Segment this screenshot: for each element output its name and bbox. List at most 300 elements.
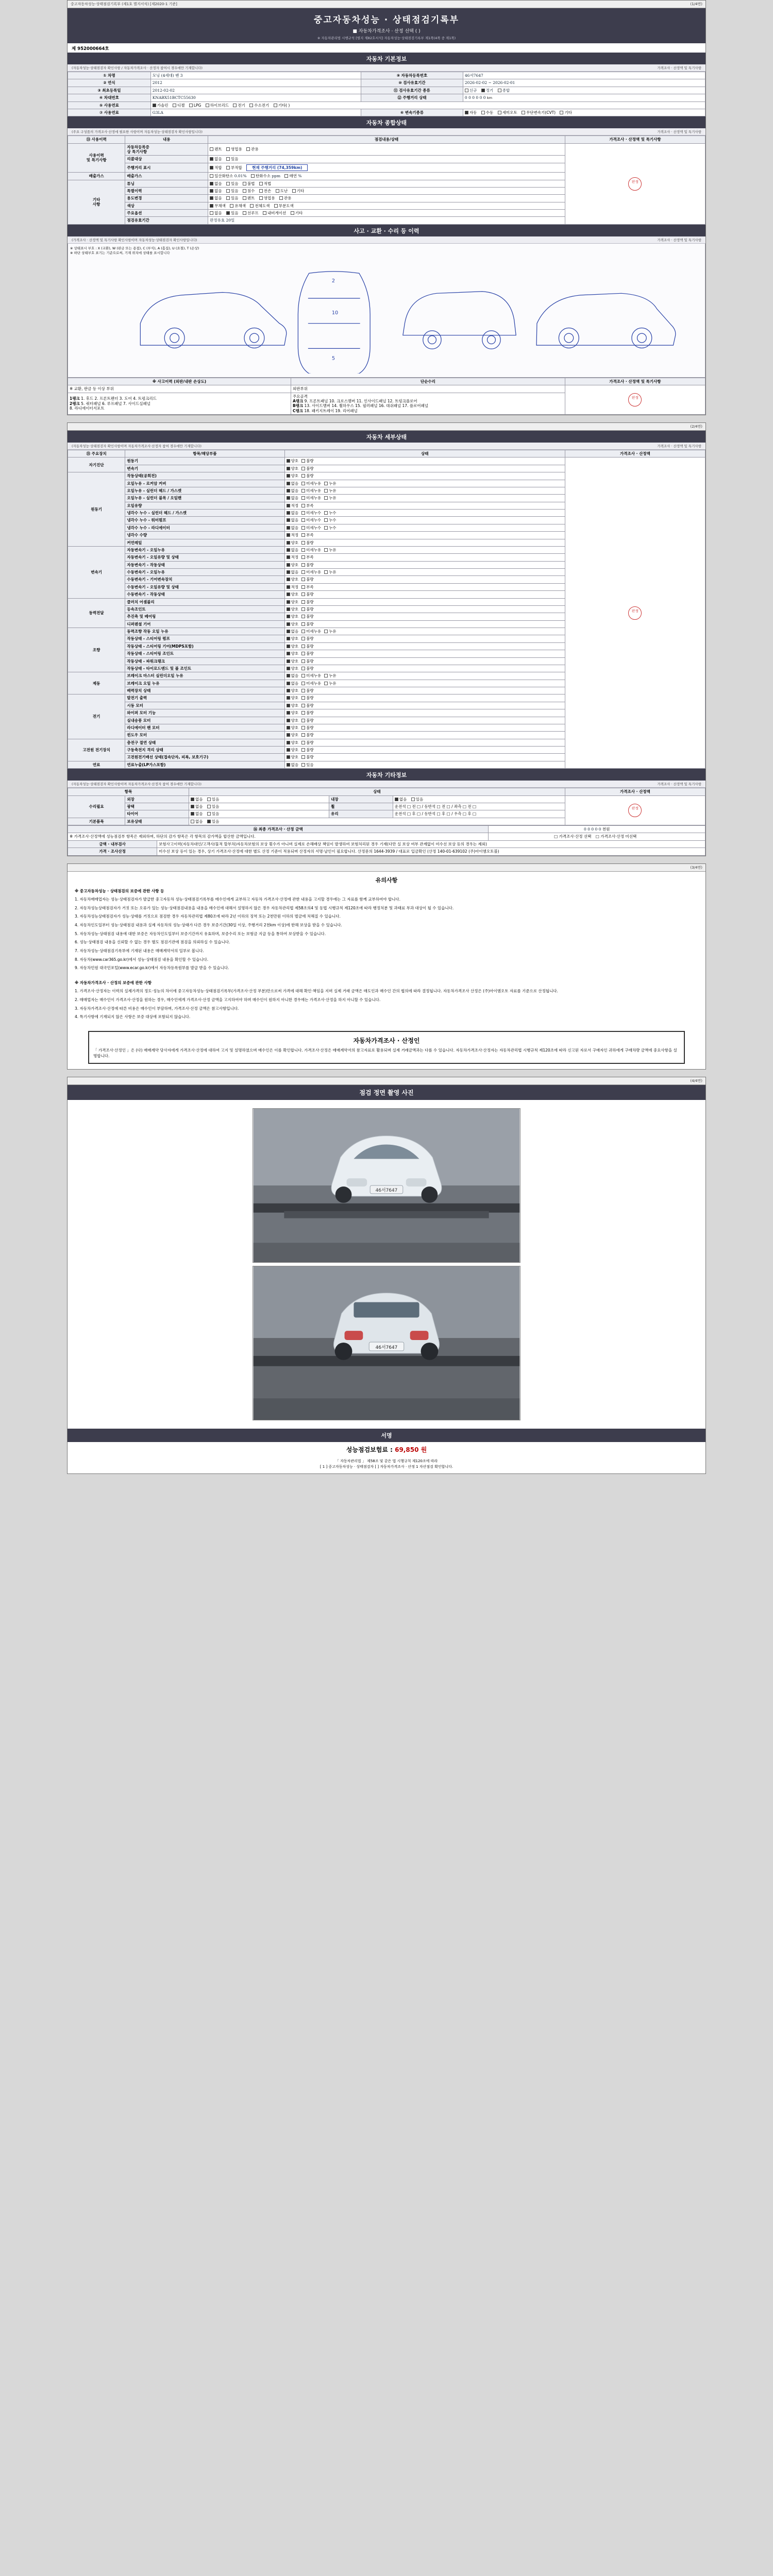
etc-row-0-opts [189, 795, 329, 803]
section-basic-subheader [68, 64, 705, 72]
etc-basic-yes[interactable]: 있음 [207, 819, 220, 824]
detail-opts-1-1 [284, 480, 565, 487]
detail-checkbox-label: 불량 [306, 540, 314, 545]
option-yes[interactable]: 있음 [226, 211, 239, 215]
overall-row-5-opts [208, 187, 565, 194]
usechange-none[interactable]: 없음 [210, 196, 222, 200]
detail-checkbox-6-2-1[interactable] [301, 710, 314, 715]
detail-checkbox-1-9-0[interactable] [287, 540, 299, 545]
detail-checkbox-4-0-2[interactable] [324, 629, 337, 634]
detail-checkbox-label: 양호 [291, 606, 299, 612]
detail-checkbox-label: 미세누유 [306, 547, 322, 552]
special-none[interactable]: 없음 [210, 189, 222, 193]
price-summary-table [68, 825, 705, 856]
basic-value2-1: 2026-02-02 ~ 2026-02-01 [463, 79, 705, 87]
etc-row-1-name2: 휠 [329, 803, 393, 810]
parts-a-items: 9. 프론트패널 10. 크로스멤버 11. 인사이드패널 12. 트렁크플로어 [304, 398, 417, 403]
detail-checkbox-1-3-0[interactable] [287, 496, 299, 500]
table-row [68, 385, 705, 393]
odo-digit-0: 0 [464, 95, 467, 100]
detail-checkbox-3-1-0[interactable] [287, 607, 299, 612]
car-damage-diagram [70, 255, 703, 374]
checkbox-icon [301, 474, 305, 478]
detail-checkbox-3-0-1[interactable] [301, 600, 314, 604]
basic-color-value: G3LA [150, 109, 361, 116]
detail-checkbox-2-0-2[interactable] [324, 548, 337, 552]
detail-checkbox-2-0-0[interactable] [287, 548, 299, 552]
detail-checkbox-7-0-0[interactable] [287, 740, 299, 745]
overall-row-6-opts [208, 195, 565, 202]
detail-checkbox-1-5-0[interactable] [287, 511, 299, 515]
detail-checkbox-0-0-0[interactable] [287, 459, 299, 463]
etc-int-none[interactable]: 없음 [395, 797, 407, 802]
detail-checkbox-4-1-0[interactable] [287, 636, 299, 641]
detail-checkbox-2-5-1[interactable] [301, 585, 314, 589]
color-partial-paint[interactable]: 부분도색 [274, 204, 294, 208]
detail-opts-7-2 [284, 754, 565, 761]
basic-label2-2: ⑪ 검사유효기간 종류 [361, 87, 463, 94]
trans-opt-1[interactable]: 수동 [481, 110, 494, 115]
detail-checkbox-label: 없음 [291, 629, 299, 634]
checkbox-icon [301, 704, 305, 707]
detail-checkbox-label: 양호 [291, 562, 299, 567]
detail-checkbox-6-5-1[interactable] [301, 733, 314, 737]
detail-checkbox-2-2-1[interactable] [301, 563, 314, 567]
detail-checkbox-label: 불량 [306, 473, 314, 479]
detail-checkbox-4-4-1[interactable] [301, 659, 314, 664]
special-yes[interactable]: 있음 [226, 189, 239, 193]
notice2-item-0: 1. 가격조사·산정자는 이력의 실제가격의 정도·성능의 차이에 중고자동차성능·상태점검기록부(가격조사·산정 부분)만으로써 가격에 대해 확인·책임을 지며 실제 거래 금액은 매도인과 매수인 간의 협의에 따라 결정됩니다. 자동차가격조사 산정은 (주)아이엠오토 자료를 기준으로 산정됩니다. [75, 989, 558, 994]
detail-sub-left: (자동차성능·상태점검자 확인사항이며 자동차가격조사·산정자 참여 경우에만 기재합니다) [72, 444, 201, 448]
fuel-opt-2[interactable]: LPG [189, 103, 201, 108]
detail-item-1-8: 냉각수 수량 [125, 532, 284, 539]
checkbox-icon [301, 526, 305, 530]
price-appraiser-text: 「 가격조사·산정인 」은 (다) 매매계약 당사자에게 가격조사·산정에 대하여 고지 및 설명하였으며 매수인은 이를 확인합니다. 가격조사·산정은 매매계약서의 참고자료로 활용되며 실제 거래금액과는 다를 수 있습니다. 자동차가격조사·산정자는 자동차관리법 시행규칙 제120조에 따라 신고된 자로서 구매자인 귀하에게 구매차량 금액에 중요사항을 설명합니다. [93, 1047, 677, 1059]
detail-checkbox-4-2-1[interactable] [301, 644, 314, 649]
section-detail-header: 자동차 세부상태 [68, 431, 705, 443]
detail-checkbox-2-3-2[interactable] [324, 570, 337, 574]
detail-item-4-1: 작동상태 - 스티어링 펌프 [125, 635, 284, 642]
checkbox-icon [301, 592, 305, 596]
notice-item-6: 7. 자동차성능·상태점검기록부에 기재된 내용은 매매계약서의 일부로 봅니다. [75, 948, 204, 953]
detail-checkbox-5-1-2[interactable] [324, 681, 337, 686]
detail-opts-6-2 [284, 709, 565, 717]
checkbox-icon [301, 496, 305, 500]
detail-checkbox-2-1-1[interactable] [301, 555, 314, 560]
detail-opts-3-2 [284, 613, 565, 620]
detail-checkbox-1-2-2[interactable] [324, 488, 337, 493]
detail-checkbox-0-1-1[interactable] [301, 466, 314, 471]
special-total[interactable]: 전손 [259, 189, 272, 193]
overall-sub-right: 가격조사 · 산정액 및 특기사항 [657, 130, 701, 134]
detail-checkbox-label: 불량 [306, 643, 314, 649]
checkbox-icon [301, 563, 305, 567]
detail-checkbox-1-0-0[interactable] [287, 473, 299, 478]
overall-row-3-opts [208, 173, 565, 180]
price-check-selected[interactable]: □ 가격조사·산정 선택 [554, 834, 592, 839]
detail-item-6-3: 실내송풍 모터 [125, 717, 284, 724]
detail-group-0: 자기진단 [68, 457, 125, 472]
etc-table [68, 788, 705, 825]
current-mileage: 현재 주행거리 (74,359km) [246, 164, 308, 171]
detail-checkbox-6-3-0[interactable] [287, 718, 299, 723]
detail-checkbox-1-3-2[interactable] [324, 496, 337, 500]
detail-checkbox-7-2-1[interactable] [301, 755, 314, 759]
detail-checkbox-5-0-1[interactable] [301, 673, 321, 678]
detail-checkbox-5-2-0[interactable] [287, 688, 299, 693]
detail-checkbox-label: 없음 [291, 496, 299, 501]
detail-checkbox-2-3-1[interactable] [301, 570, 321, 574]
detail-checkbox-2-6-1[interactable] [301, 592, 314, 597]
detail-item-2-0: 자동변속기 - 오일누유 [125, 546, 284, 553]
basic-label-4: ⑤ 사용연료 [68, 101, 151, 109]
checkbox-icon [301, 667, 305, 670]
detail-checkbox-label: 양호 [291, 636, 299, 641]
detail-checkbox-label: 양호 [291, 718, 299, 723]
etc-row-1-opts [189, 803, 329, 810]
detail-checkbox-1-2-1[interactable] [301, 488, 321, 493]
detail-item-2-2: 자동변속기 - 작동상태 [125, 561, 284, 568]
detail-checkbox-1-5-2[interactable] [324, 511, 337, 515]
checkbox-icon [301, 459, 305, 463]
page1-strip-left: 중고자동차성능·상태점검기록부 (제1호 별지서식) [제2020-1 기준] [71, 2, 177, 6]
table-row [68, 840, 705, 848]
detail-checkbox-label: 양호 [291, 710, 299, 716]
option-other[interactable]: 기타 [291, 211, 303, 215]
detail-checkbox-2-3-0[interactable] [287, 570, 299, 574]
odo-ng[interactable]: 부적합 [226, 165, 242, 170]
detail-item-1-0: 작동상태(공회전) [125, 472, 284, 480]
detail-checkbox-7-2-0[interactable] [287, 755, 299, 759]
detail-checkbox-1-4-0[interactable] [287, 503, 299, 508]
detail-checkbox-6-5-0[interactable] [287, 733, 299, 737]
special-flood[interactable]: 침수 [243, 189, 255, 193]
detail-checkbox-label: 없음 [291, 525, 299, 530]
checkbox-icon [287, 482, 290, 485]
checkbox-icon [301, 637, 305, 640]
option-none[interactable]: 없음 [210, 211, 222, 215]
detail-checkbox-label: 부족 [306, 533, 314, 538]
detail-checkbox-6-0-1[interactable] [301, 696, 314, 700]
notice-item-5: 6. 성능·상태점검 내용을 신뢰할 수 없는 경우 별도 점검기관에 점검을 의뢰하실 수 있습니다. [75, 940, 230, 945]
detail-checkbox-4-0-1[interactable] [301, 629, 321, 634]
detail-checkbox-label: 누유 [329, 681, 337, 686]
detail-checkbox-2-2-0[interactable] [287, 563, 299, 567]
tuning-none[interactable]: 없음 [210, 181, 222, 186]
detail-item-3-3: 디퍼렌셜 기어 [125, 620, 284, 628]
page3-strip-right: (3/4면) [690, 865, 702, 870]
detail-item-1-4: 오일유량 [125, 502, 284, 509]
detail-opts-4-2 [284, 642, 565, 650]
overall-group-emission: 배출가스 [68, 173, 125, 180]
etc-tire-none[interactable]: 없음 [191, 811, 203, 816]
photo-section-header: 점검 정면 촬영 사진 [68, 1085, 705, 1100]
detail-checkbox-0-0-1[interactable] [301, 459, 314, 463]
detail-state-table [68, 450, 705, 769]
checkbox-icon [324, 496, 328, 500]
trans-opt-4[interactable]: 기타 [560, 110, 572, 115]
detail-checkbox-3-0-0[interactable] [287, 600, 299, 604]
detail-checkbox-label: 불량 [306, 651, 314, 656]
detail-checkbox-1-8-1[interactable] [301, 533, 314, 537]
price-check-unselected[interactable]: □ 가격조사·산정 미선택 [595, 834, 637, 839]
detail-checkbox-label: 불량 [306, 466, 314, 471]
detail-checkbox-label: 미세누유 [306, 673, 322, 679]
detail-checkbox-label: 불량 [306, 459, 314, 464]
detail-checkbox-5-2-1[interactable] [301, 688, 314, 693]
detail-checkbox-4-3-0[interactable] [287, 651, 299, 656]
notice-head-2: ※ 자동차가격조사 · 산정의 보증에 관한 사항 [75, 980, 152, 985]
detail-checkbox-6-0-0[interactable] [287, 696, 299, 700]
usechange-biz[interactable]: 영업용 [259, 196, 275, 200]
detail-checkbox-1-6-2[interactable] [324, 518, 337, 522]
trans-opt-0[interactable]: 자동 [465, 110, 477, 115]
price-digit-1: 0 [587, 827, 590, 832]
usechange-gov[interactable]: 관용 [279, 196, 292, 200]
detail-item-7-1: 구동축전지 격리 상태 [125, 747, 284, 754]
fuel-opt-3[interactable]: 하이브리드 [206, 103, 229, 108]
detail-checkbox-4-3-1[interactable] [301, 651, 314, 656]
checkbox-icon [287, 696, 290, 700]
detail-checkbox-7-1-1[interactable] [301, 748, 314, 752]
etc-basic-none[interactable]: 없음 [191, 819, 203, 824]
special-other[interactable]: 기타 [292, 189, 305, 193]
detail-checkbox-1-4-1[interactable] [301, 503, 314, 508]
tuning-illegal[interactable]: 불법 [243, 181, 255, 186]
detail-checkbox-8-0-0[interactable] [287, 762, 299, 767]
detail-checkbox-4-5-1[interactable] [301, 666, 314, 671]
detail-checkbox-1-1-0[interactable] [287, 481, 299, 486]
tuning-yes[interactable]: 있음 [226, 181, 239, 186]
detail-checkbox-6-3-1[interactable] [301, 718, 314, 723]
checkbox-icon [287, 733, 290, 737]
notice-section-2 [68, 977, 705, 1026]
fuel-opt-1[interactable]: 디젤 [173, 103, 185, 108]
detail-checkbox-label: 불량 [306, 636, 314, 641]
checkbox-icon [301, 711, 305, 715]
detail-checkbox-1-5-1[interactable] [301, 511, 321, 515]
detail-checkbox-4-4-0[interactable] [287, 659, 299, 664]
detail-item-7-0: 충전구 절연 상태 [125, 739, 284, 746]
detail-group-7: 고전원 전기장치 [68, 739, 125, 761]
detail-item-1-1: 오일누유 - 로커암 커버 [125, 480, 284, 487]
detail-item-4-5: 작동상태 - 타이로드엔드 및 볼 조인트 [125, 665, 284, 672]
checkbox-icon [301, 719, 305, 722]
checkbox-icon [287, 630, 290, 633]
photo-area [68, 1100, 705, 1429]
detail-checkbox-3-2-0[interactable] [287, 614, 299, 619]
detail-checkbox-label: 미세누유 [306, 629, 322, 634]
checkbox-icon [287, 489, 290, 493]
detail-checkbox-1-6-1[interactable] [301, 518, 321, 522]
detail-group-8: 연료 [68, 761, 125, 768]
color-chroma[interactable]: 유채색 [230, 204, 246, 208]
inspection-photo-rear [253, 1266, 520, 1420]
detail-checkbox-8-0-1[interactable] [301, 762, 314, 767]
detail-item-6-5: 윈도우 모터 [125, 732, 284, 739]
svg-text:10: 10 [331, 310, 339, 316]
detail-checkbox-2-4-1[interactable] [301, 577, 314, 582]
etc-int-yes[interactable]: 있음 [411, 797, 424, 802]
detail-checkbox-1-2-0[interactable] [287, 488, 299, 493]
detail-checkbox-label: 양호 [291, 466, 299, 471]
option-sunroof[interactable]: 선루프 [243, 211, 259, 215]
detail-checkbox-label: 불량 [306, 666, 314, 671]
page-subtitle: ■ 자동차가격조사 · 산정 선택 ( ) [352, 29, 421, 34]
detail-checkbox-2-4-0[interactable] [287, 577, 299, 582]
etc-tire-yes[interactable]: 있음 [207, 811, 220, 816]
detail-checkbox-2-6-0[interactable] [287, 592, 299, 597]
etc-row-0-opts2 [393, 795, 565, 803]
basic-info-table [68, 72, 705, 116]
checkbox-icon [301, 733, 305, 737]
detail-checkbox-3-3-0[interactable] [287, 622, 299, 626]
detail-checkbox-2-0-1[interactable] [301, 548, 321, 552]
recall-yes[interactable]: 있음 [226, 157, 239, 161]
detail-checkbox-6-4-0[interactable] [287, 725, 299, 730]
fuel-opt-5[interactable]: 수소전기 [249, 103, 269, 108]
etc-col-2: 가격조사 · 산정액 [565, 788, 705, 795]
detail-checkbox-0-1-0[interactable] [287, 466, 299, 471]
detail-checkbox-4-5-0[interactable] [287, 666, 299, 671]
trans-opt-3[interactable]: 무단변속기(CVT) [522, 110, 556, 115]
fuel-opt-4[interactable]: 전기 [233, 103, 245, 108]
color-achroma[interactable]: 무채색 [210, 204, 226, 208]
detail-item-6-1: 시동 모터 [125, 702, 284, 709]
overall-row-6-name: 용도변경 [125, 195, 208, 202]
notice-section-1 [68, 885, 705, 977]
etc-ext-none[interactable]: 없음 [191, 797, 203, 802]
detail-checkbox-3-2-1[interactable] [301, 614, 314, 619]
etc-ext-yes[interactable]: 있음 [207, 797, 220, 802]
etc-polish-none[interactable]: 없음 [191, 804, 203, 809]
detail-checkbox-label: 양호 [291, 473, 299, 479]
odo-ok[interactable]: 적합 [210, 165, 222, 170]
detail-checkbox-2-5-0[interactable] [287, 585, 299, 589]
price-check-options [489, 833, 705, 840]
detail-checkbox-1-0-1[interactable] [301, 473, 314, 478]
checkbox-icon [287, 748, 290, 752]
overall-row-1-opts [208, 156, 565, 163]
detail-group-3: 동력전달 [68, 598, 125, 628]
detail-checkbox-3-1-1[interactable] [301, 607, 314, 612]
option-nav[interactable]: 내비게이션 [263, 211, 286, 215]
basic-label-3: ④ 차대번호 [68, 94, 151, 101]
detail-checkbox-1-7-2[interactable] [324, 526, 337, 530]
overall-opt-gov[interactable]: 관용 [246, 147, 259, 151]
detail-checkbox-3-3-1[interactable] [301, 622, 314, 626]
detail-item-1-5: 냉각수 누수 - 실린더 헤드 / 가스켓 [125, 510, 284, 517]
detail-checkbox-1-8-0[interactable] [287, 533, 299, 537]
detail-checkbox-4-1-1[interactable] [301, 636, 314, 641]
detail-opts-2-5 [284, 583, 565, 590]
detail-checkbox-7-0-1[interactable] [301, 740, 314, 745]
detail-checkbox-6-4-1[interactable] [301, 725, 314, 730]
detail-checkbox-5-1-0[interactable] [287, 681, 299, 686]
detail-opts-1-2 [284, 487, 565, 494]
detail-checkbox-1-7-1[interactable] [301, 526, 321, 530]
etc-sub-right: 가격조사 · 산정액 및 특기사항 [657, 782, 701, 787]
detail-opts-5-2 [284, 687, 565, 694]
detail-group-2: 변속기 [68, 546, 125, 598]
detail-opts-4-0 [284, 628, 565, 635]
detail-checkbox-7-1-0[interactable] [287, 748, 299, 752]
detail-checkbox-6-2-0[interactable] [287, 710, 299, 715]
special-theft[interactable]: 도난 [276, 189, 288, 193]
detail-checkbox-1-1-2[interactable] [324, 481, 337, 486]
page-title: 중고자동차성능 · 상태점검기록부 [313, 15, 460, 25]
checkbox-icon [287, 637, 290, 640]
detail-checkbox-1-7-0[interactable] [287, 526, 299, 530]
checkbox-icon [287, 467, 290, 470]
detail-checkbox-label: 없음 [291, 673, 299, 679]
detail-checkbox-1-9-1[interactable] [301, 540, 314, 545]
overall-group-etc: 기타 사항 [68, 180, 125, 224]
fuel-opt-6[interactable]: 기타( ) [274, 103, 290, 108]
detail-opts-1-9 [284, 539, 565, 546]
detail-checkbox-4-2-0[interactable] [287, 644, 299, 649]
detail-checkbox-5-1-1[interactable] [301, 681, 321, 686]
detail-checkbox-1-6-0[interactable] [287, 518, 299, 522]
checkbox-icon [301, 748, 305, 752]
detail-item-2-6: 수동변속기 - 작동상태 [125, 591, 284, 598]
price-digit-0: 0 [584, 827, 586, 832]
etc-polish-yes[interactable]: 있음 [207, 804, 220, 809]
detail-checkbox-5-0-2[interactable] [324, 673, 337, 678]
overall-group-usage: 사용이력 및 특기사항 [68, 143, 125, 173]
recall-none[interactable]: 없음 [210, 157, 222, 161]
page3-top-strip [68, 864, 705, 872]
inspection-fee-line [68, 1442, 705, 1457]
checkbox-icon [324, 518, 328, 522]
section-overall-subheader [68, 128, 705, 135]
checkbox-icon [287, 570, 290, 574]
usechange-yes[interactable]: 있음 [226, 196, 239, 200]
detail-item-1-2: 오일누유 - 실린더 헤드 / 가스켓 [125, 487, 284, 494]
detail-checkbox-2-1-0[interactable] [287, 555, 299, 560]
footer-line-1: 「 자동차관리법 」 제58조 및 같은 법 시행규칙 제120조에 따라 [335, 1459, 438, 1464]
fuel-opt-0[interactable]: 가솔린 [153, 103, 169, 108]
detail-checkbox-label: 양호 [291, 755, 299, 760]
checkbox-icon [287, 652, 290, 655]
detail-opts-6-0 [284, 694, 565, 702]
trans-opt-2[interactable]: 세미오토 [498, 110, 517, 115]
detail-checkbox-1-1-1[interactable] [301, 481, 321, 486]
parts-title: ※ 교환, 판금 등 이상 부위 [70, 386, 114, 392]
tuning-legal[interactable]: 적법 [259, 181, 272, 186]
notice2-item-2: 3. 자동차가격조사·산정에 따른 비용은 매수인이 부담하며, 가격조사·산정 금액은 참고사항입니다. [75, 1006, 239, 1011]
checkbox-icon [301, 600, 305, 604]
overall-opt-rent[interactable]: 렌트 [210, 147, 222, 151]
detail-checkbox-6-1-1[interactable] [301, 703, 314, 708]
price-appraiser-box [88, 1031, 685, 1064]
overall-opt-biz[interactable]: 영업용 [226, 147, 242, 151]
detail-checkbox-4-0-0[interactable] [287, 629, 299, 634]
detail-checkbox-label: 양호 [291, 696, 299, 701]
detail-checkbox-5-0-0[interactable] [287, 673, 299, 678]
detail-checkbox-6-1-0[interactable] [287, 703, 299, 708]
usechange-rent[interactable]: 렌트 [243, 196, 255, 200]
table-row [68, 79, 705, 87]
table-row [68, 94, 705, 101]
document-page-1 [67, 0, 706, 415]
checkbox-icon [287, 645, 290, 648]
checkbox-icon [301, 482, 305, 485]
color-full-paint[interactable]: 전체도색 [250, 204, 270, 208]
detail-checkbox-label: 양호 [291, 688, 299, 693]
detail-checkbox-label: 양호 [291, 614, 299, 619]
detail-checkbox-1-3-1[interactable] [301, 496, 321, 500]
